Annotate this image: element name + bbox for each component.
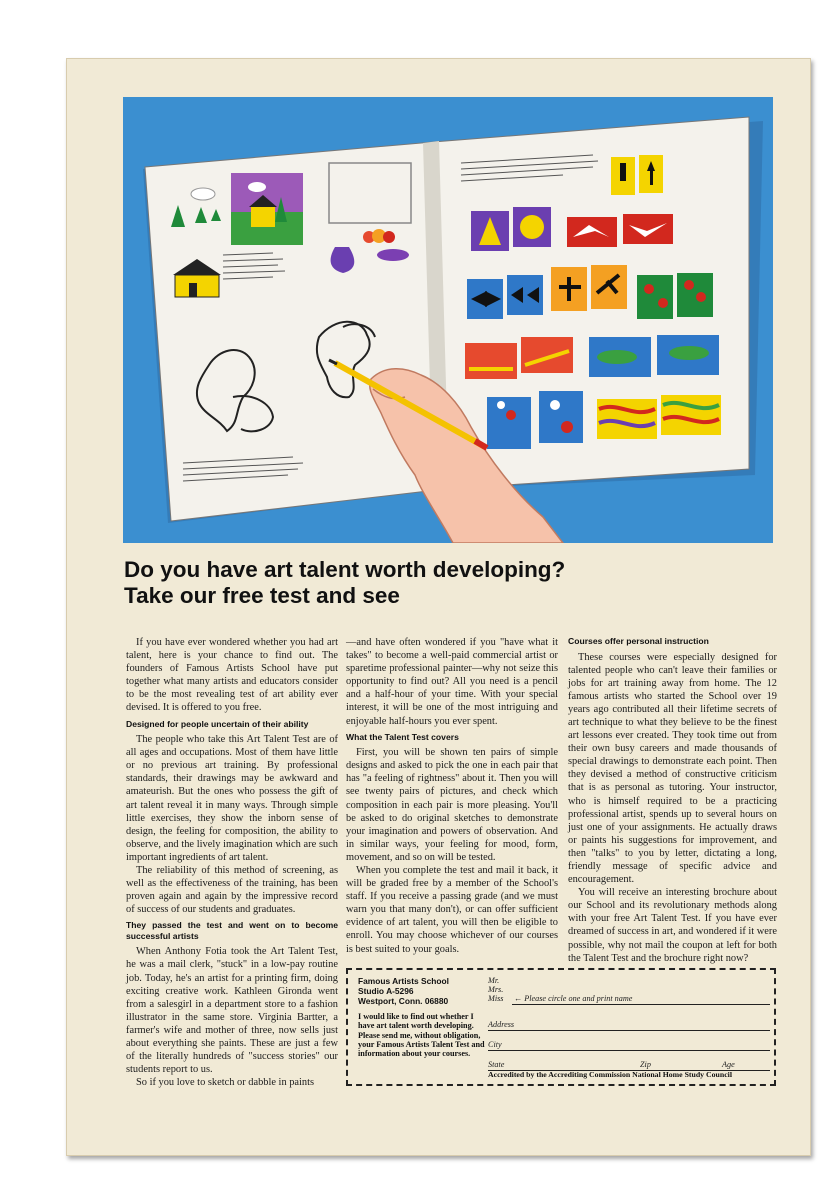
accreditation-note: Accredited by the Accrediting Commission National Home Study Council	[488, 1070, 733, 1079]
school-address: Westport, Conn. 06880	[358, 996, 449, 1006]
address-field[interactable]	[488, 1018, 770, 1031]
state-label: State	[488, 1060, 505, 1069]
paragraph: —and have often wondered if you "have what it takes" to become a well-paid commercial artist or sparetime professional painter—why not seize this opportunity to find out? All you need is a pencil and a half-hour of your time. With your special interest, it will be one of the most intriguing and enjoyable half-hours you ever spent.	[346, 637, 558, 727]
address-label: Address	[488, 1020, 515, 1029]
salutation-miss[interactable]: Miss	[488, 994, 504, 1003]
paragraph: So if you love to sketch or dabble in paints	[136, 1077, 315, 1089]
subheading: Courses offer personal instruction	[568, 636, 709, 646]
paragraph: You will receive an interesting brochure about our School and its revolutionary methods along with your free Art Talent Test. If you have ever dreamed of success in art, and wondered if it were possible, why not mail the coupon at left for both the Talent Test and the brochure right now?	[568, 887, 777, 964]
name-hint: ← Please circle one and print name	[514, 994, 633, 1003]
city-label: City	[488, 1040, 502, 1049]
salutation-mr[interactable]: Mr.	[488, 976, 500, 985]
subheading: They passed the test and went on to become successful artists	[126, 920, 338, 941]
paragraph: The people who take this Art Talent Test are of all ages and occupations. Most of them have little or no previous art training. By professional standards, their drawings may be awkward and amateurish. But the ones who possess the gift of art talent reveal it in many ways. Through simple little exercises, they show the inborn sense of design, the feeling for composition, the ability to observe, and the lively imagination which are such important ingredients of art talent.	[126, 734, 338, 863]
zip-label: Zip	[640, 1060, 651, 1069]
text-column-1	[126, 636, 338, 1089]
salutation-mrs[interactable]: Mrs.	[488, 985, 504, 994]
age-label: Age	[722, 1060, 735, 1069]
paragraph: When Anthony Fotia took the Art Talent Test, he was a mail clerk, "stuck" in a low-pay routine job. Today, he's an artist for a printing firm, doing exciting creative work. Kathleen Gironda went from a salesgirl in a department store to a fashion illustrator in the same store. Virginia Bartter, a farmer's wife and mother of three, now sells just about everything she paints. These are just a few of the literally hundreds of "success stories" our students report to us.	[126, 946, 338, 1076]
headline	[124, 557, 764, 609]
art-test-book-illustration	[123, 97, 773, 543]
paragraph: These courses were especially designed for talented people who can't leave their families or jobs for art training away from home. The 12 famous artists who started the School over 19 years ago contributed all their lifetime secrets of art technique to what they believe to be the finest art lessons ever created. They took time out from their own busy careers and made thousands of special drawings to demonstrate each point. Then they devised a method of constructive criticism that is as personal as tutoring. Your instructor, who is himself required to be a practicing professional artist, spends up to several hours on just one of your assignments. He actually draws or paints his suggestions for improvement, and then "talks" to you by letter, dictating a long, friendly message of specific advice and encouragement.	[568, 651, 777, 886]
salutation-options[interactable]	[488, 976, 503, 1003]
city-field[interactable]	[488, 1038, 770, 1051]
text-column-2	[346, 636, 558, 956]
paragraph: When you complete the test and mail it back, it will be graded free by a member of the School's staff. If you receive a passing grade (and we must warn you that many don't), or can offer sufficient evidence of art talent, you will then be eligible to enroll. You may choose whichever of our courses is best suited to your goals.	[346, 865, 558, 955]
studio-code: Studio A-5296	[358, 986, 414, 996]
school-name: Famous Artists School	[358, 976, 449, 986]
headline-line-2: Take our free test and see	[124, 583, 400, 608]
name-field[interactable]	[512, 992, 770, 1005]
coupon-school-info	[358, 976, 486, 1058]
coupon-request-text: I would like to find out whether I have art talent worth developing. Please send me, without obligation, your Famous Artists Talent Test and information about your courses.	[358, 1012, 485, 1059]
text-column-3	[568, 636, 777, 965]
paragraph: First, you will be shown ten pairs of simple designs and asked to pick the one in each pair that has "a feeling of rightness" about it. Then you will see twenty pairs of pictures, and check which composition in each pair is more pleasing. You'll be asked to do original sketches to demonstrate your imagination and powers of observation. And in similar ways, your feeling for mood, form, movement, and so on will be tested.	[346, 747, 558, 863]
paragraph: If you have ever wondered whether you had art talent, here is your chance to find out. The founders of Famous Artists School have put together what many artists and educators consider to be the most revealing test of art ability ever devised. It is offered to you free.	[126, 637, 338, 714]
mail-in-coupon[interactable]	[346, 968, 776, 1086]
subheading: Designed for people uncertain of their ability	[126, 718, 309, 729]
paragraph: The reliability of this method of screening, as well as the effectiveness of the training, has been proven again and again by the impressive record of success of our students and graduates.	[126, 865, 338, 916]
headline-line-1: Do you have art talent worth developing?	[124, 557, 566, 582]
subheading: What the Talent Test covers	[346, 731, 459, 742]
